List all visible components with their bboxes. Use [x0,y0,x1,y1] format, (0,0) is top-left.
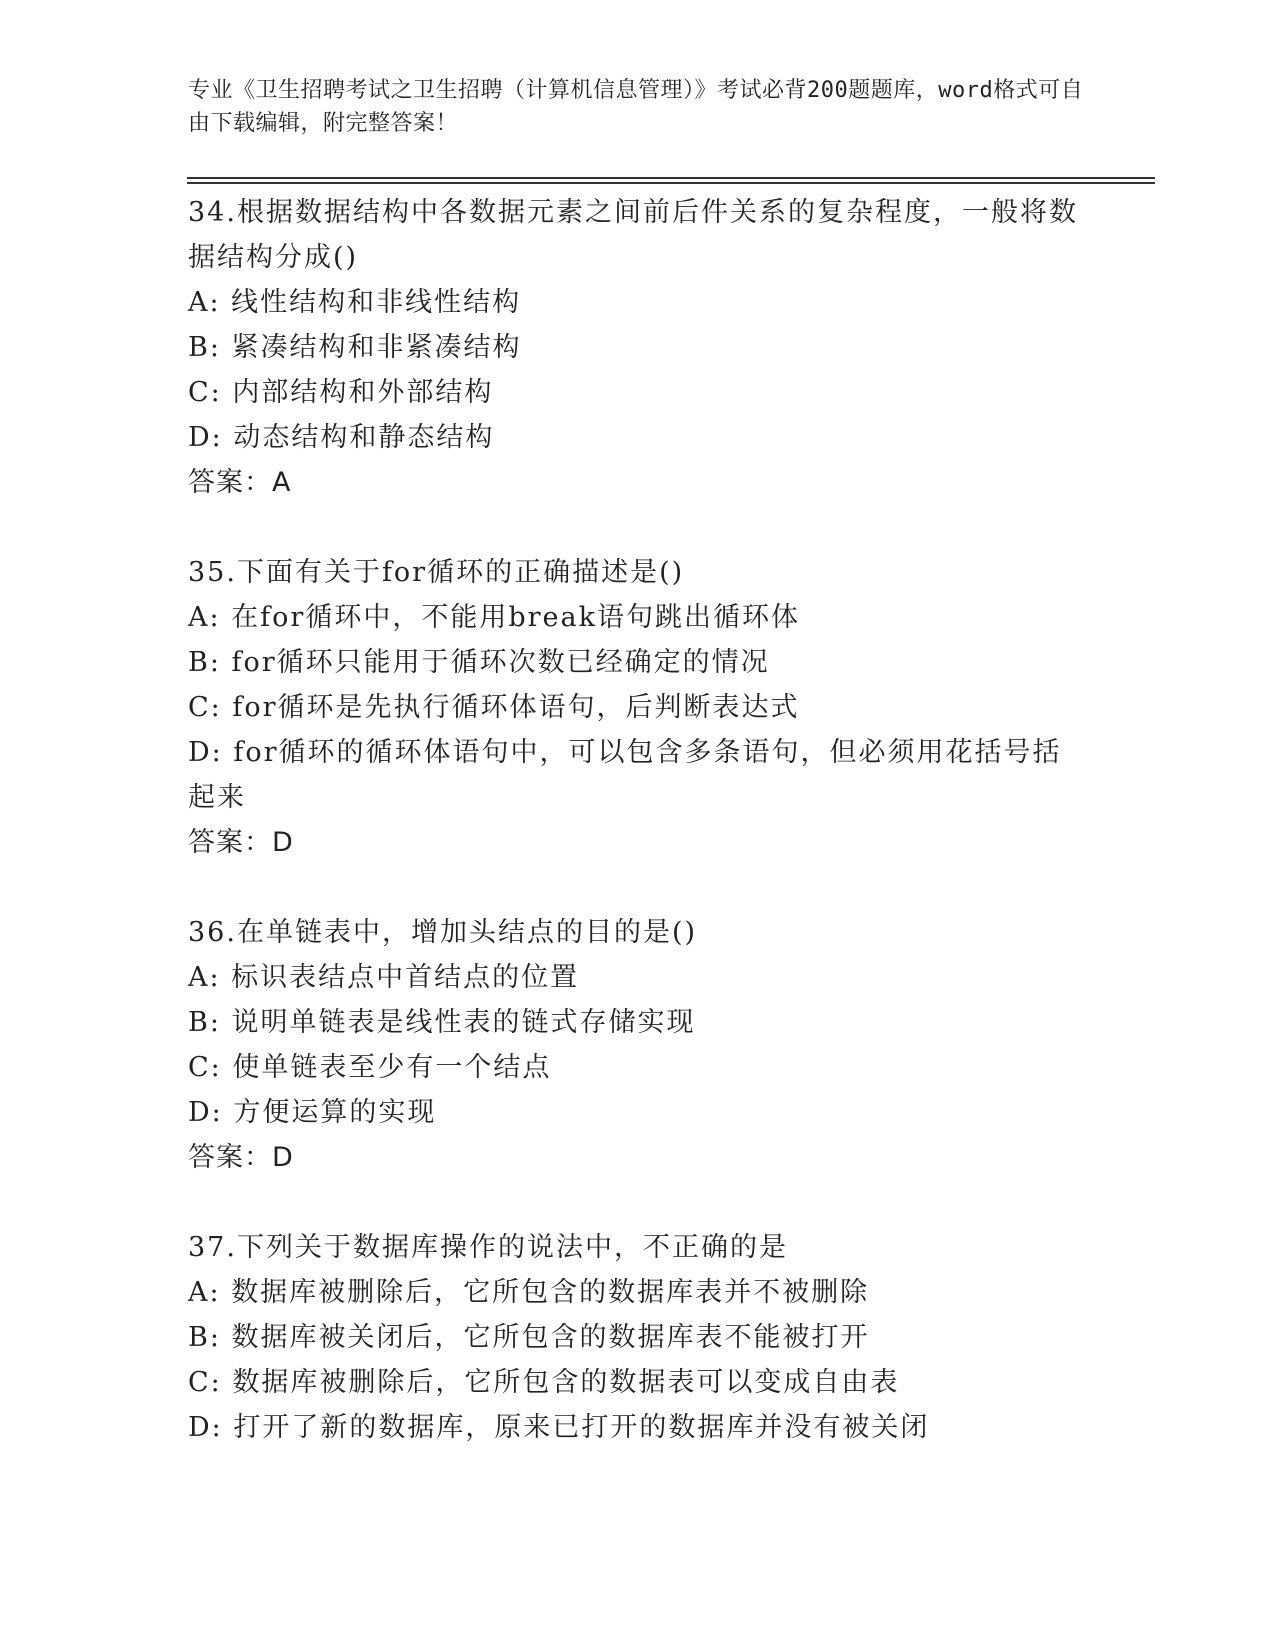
question-list [188,190,1088,1495]
option-d: D: 动态结构和静态结构 [188,422,495,453]
answer-label: 答案：D [188,1142,294,1173]
option-a: A: 数据库被删除后，它所包含的数据库表并不被删除 [188,1277,870,1308]
option-b: B: 数据库被关闭后，它所包含的数据库表不能被打开 [188,1322,870,1353]
question-34 [188,190,1088,505]
header-divider-top [187,177,1155,179]
question-37 [188,1225,1088,1450]
option-a: A: 标识表结点中首结点的位置 [188,962,580,993]
option-d: D: for循环的循环体语句中，可以包含多条语句，但必须用花括号括起来 [188,737,1062,813]
answer-label: 答案：A [188,467,292,498]
option-d: D: 打开了新的数据库，原来已打开的数据库并没有被关闭 [188,1412,930,1443]
question-35 [188,550,1088,865]
document-intro: 专业《卫生招聘考试之卫生招聘（计算机信息管理）》考试必背200题题库，word格式可自由下载编辑，附完整答案！ [188,78,1084,136]
question-36 [188,910,1088,1180]
option-c: C: 使单链表至少有一个结点 [188,1052,552,1083]
option-c: C: 数据库被删除后，它所包含的数据表可以变成自由表 [188,1367,900,1398]
option-b: B: for循环只能用于循环次数已经确定的情况 [188,647,770,678]
answer-label: 答案：D [188,827,294,858]
question-stem: 37.下列关于数据库操作的说法中，不正确的是 [188,1232,788,1263]
option-a: A: 线性结构和非线性结构 [188,287,522,318]
option-b: B: 说明单链表是线性表的链式存储实现 [188,1007,696,1038]
header-divider-bottom [187,182,1155,184]
question-stem: 34.根据数据结构中各数据元素之间前后件关系的复杂程度，一般将数据结构分成() [188,197,1078,273]
question-stem: 35.下面有关于for循环的正确描述是() [188,557,685,588]
option-d: D: 方便运算的实现 [188,1097,437,1128]
question-stem: 36.在单链表中，增加头结点的目的是() [188,917,698,948]
option-c: C: for循环是先执行循环体语句，后判断表达式 [188,692,800,723]
option-c: C: 内部结构和外部结构 [188,377,494,408]
option-a: A: 在for循环中，不能用break语句跳出循环体 [188,602,800,633]
option-b: B: 紧凑结构和非紧凑结构 [188,332,522,363]
